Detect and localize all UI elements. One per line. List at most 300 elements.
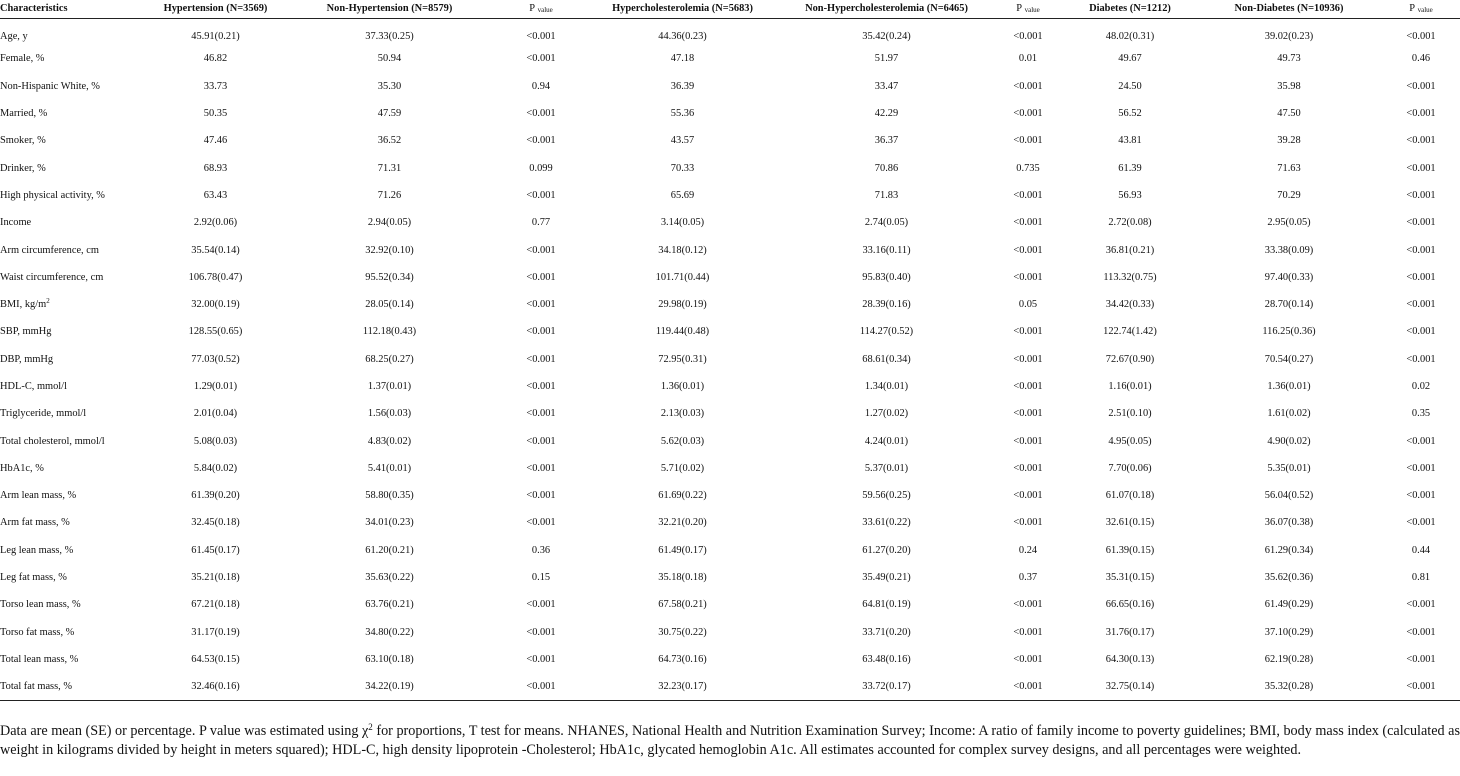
p-value-diabetes-cell: <0.001 — [1406, 435, 1436, 447]
p-value-diabetes-cell: <0.001 — [1406, 490, 1436, 502]
row-label-cell — [0, 427, 150, 454]
hypercholesterolemia-value-cell: 101.71(0.44) — [655, 271, 710, 283]
non-diabetes-value-cell: 35.32(0.28) — [1196, 673, 1382, 700]
row-label: HbA1c, % — [0, 462, 44, 474]
non-hypercholesterolemia-value-cell: 70.86 — [874, 162, 899, 174]
non-hypercholesterolemia-value-cell: 1.34(0.01) — [864, 381, 909, 392]
non-hypercholesterolemia-value-cell: 71.83 — [874, 189, 899, 201]
non-diabetes-value-cell: 2.95(0.05) — [1267, 217, 1311, 229]
table-row — [0, 318, 1460, 345]
row-label-cell — [0, 318, 150, 345]
p-value-hypercholesterolemia-cell: <0.001 — [1013, 517, 1043, 529]
table-row — [0, 591, 1460, 618]
row-label-cell — [0, 591, 150, 618]
non-diabetes-value-cell: 36.07(0.38) — [1264, 517, 1314, 529]
non-hypercholesterolemia-value-cell: 36.37 — [874, 135, 899, 147]
hypercholesterolemia-value-cell: 44.36(0.23) — [658, 30, 707, 42]
p-value-diabetes-cell: <0.001 — [1406, 244, 1436, 256]
hypercholesterolemia-value-cell: 119.44(0.48) — [655, 326, 710, 338]
row-label: Income — [0, 217, 32, 229]
hypercholesterolemia-value-cell: 1.36(0.01) — [660, 381, 705, 392]
row-label: Total lean mass, % — [0, 653, 79, 665]
non-hypercholesterolemia-value-cell: 1.27(0.02) — [864, 408, 909, 420]
row-label: Married, % — [0, 108, 48, 120]
non-hypertension-value-cell: 34.01(0.23) — [365, 517, 414, 529]
diabetes-value-cell: 49.67 — [1118, 53, 1142, 65]
diabetes-value-cell: 56.52 — [1118, 108, 1142, 120]
p-value-hypertension-cell: 0.77 — [531, 217, 551, 229]
p-value-hypertension-cell: <0.001 — [498, 673, 584, 700]
diabetes-value-cell: 61.07(0.18) — [1105, 490, 1155, 502]
hypercholesterolemia-value-cell: 32.23(0.17) — [584, 673, 781, 700]
header-diabetes: Diabetes (N=1212) — [1064, 0, 1196, 18]
p-value-hypertension-cell: <0.001 — [526, 517, 556, 529]
table-row — [0, 154, 1460, 181]
non-hypertension-value-cell: 5.41(0.01) — [367, 462, 412, 474]
hypercholesterolemia-value-cell: 5.62(0.03) — [660, 435, 705, 447]
table-row — [0, 127, 1460, 154]
hypertension-value-cell: 47.46 — [203, 135, 228, 147]
diabetes-value-cell: 61.39(0.15) — [1105, 544, 1155, 556]
p-value-diabetes-cell: <0.001 — [1406, 599, 1436, 611]
p-value-diabetes-cell: <0.001 — [1406, 271, 1436, 283]
hypertension-value-cell: 63.43 — [203, 189, 228, 201]
non-diabetes-value-cell: 39.28 — [1277, 135, 1301, 147]
p-value-hypertension-cell: <0.001 — [526, 435, 556, 447]
non-hypertension-value-cell: 50.94 — [377, 53, 402, 65]
p-value-diabetes-cell: <0.001 — [1406, 80, 1436, 92]
row-label-superscript: 2 — [46, 297, 50, 306]
diabetes-value-cell: 24.50 — [1118, 80, 1142, 92]
hypercholesterolemia-value-cell: 5.71(0.02) — [660, 462, 705, 474]
row-label-cell — [0, 400, 150, 427]
non-hypercholesterolemia-value-cell: 59.56(0.25) — [862, 490, 911, 502]
p-value-hypercholesterolemia-cell: <0.001 — [1013, 381, 1043, 392]
p-subscript: value — [1024, 6, 1040, 15]
p-value-hypercholesterolemia-cell: <0.001 — [1013, 408, 1043, 420]
hypertension-value-cell: 61.39(0.20) — [191, 490, 240, 502]
non-diabetes-value-cell: 39.02(0.23) — [1264, 30, 1314, 42]
row-label: Total fat mass, % — [0, 681, 72, 693]
p-value-hypercholesterolemia-cell: 0.01 — [1018, 53, 1038, 65]
non-hypertension-value-cell: 47.59 — [377, 108, 402, 120]
non-hypertension-value-cell: 71.31 — [377, 162, 402, 174]
p-value-hypertension-cell: <0.001 — [526, 135, 556, 147]
p-value-hypercholesterolemia-cell: <0.001 — [1013, 599, 1043, 611]
table-row — [0, 346, 1460, 373]
hypertension-value-cell: 2.92(0.06) — [193, 217, 238, 229]
table-row — [0, 291, 1460, 318]
non-hypercholesterolemia-value-cell: 33.72(0.17) — [781, 673, 992, 700]
hypertension-value-cell: 68.93 — [203, 162, 228, 174]
row-label: BMI, kg/m — [0, 299, 47, 311]
non-hypertension-value-cell: 37.33(0.25) — [365, 30, 414, 42]
non-hypertension-value-cell: 4.83(0.02) — [367, 435, 412, 447]
p-value-hypercholesterolemia-cell: <0.001 — [1013, 108, 1043, 120]
hypertension-value-cell: 1.29(0.01) — [193, 381, 238, 392]
p-value-diabetes-cell: 0.02 — [1411, 381, 1431, 392]
p-value-diabetes-cell: <0.001 — [1406, 462, 1436, 474]
hypercholesterolemia-value-cell: 34.18(0.12) — [658, 244, 707, 256]
p-value-diabetes-cell: <0.001 — [1406, 517, 1436, 529]
diabetes-value-cell: 31.76(0.17) — [1105, 626, 1155, 638]
p-value-hypercholesterolemia-cell: 0.37 — [1018, 572, 1038, 584]
row-label-cell — [0, 537, 150, 564]
row-label-cell — [0, 455, 150, 482]
p-value-hypertension-cell: <0.001 — [526, 53, 556, 65]
p-letter: P — [529, 3, 535, 15]
hypertension-value-cell: 35.54(0.14) — [191, 244, 240, 256]
non-diabetes-value-cell: 61.29(0.34) — [1264, 544, 1314, 556]
table-row — [0, 209, 1460, 236]
p-value-hypercholesterolemia-cell: 0.05 — [1018, 299, 1038, 311]
non-hypercholesterolemia-value-cell: 114.27(0.52) — [859, 326, 914, 338]
non-hypertension-value-cell: 32.92(0.10) — [365, 244, 414, 256]
p-value-hypertension-cell: <0.001 — [526, 653, 556, 665]
hypercholesterolemia-value-cell: 64.73(0.16) — [658, 653, 707, 665]
p-value-hypertension-cell: <0.001 — [526, 108, 556, 120]
table-header — [0, 0, 1460, 18]
p-value-hypercholesterolemia-cell: <0.001 — [992, 673, 1064, 700]
hypercholesterolemia-value-cell: 61.69(0.22) — [658, 490, 707, 502]
p-value-diabetes-cell: <0.001 — [1406, 299, 1436, 311]
p-value-hypercholesterolemia-cell: <0.001 — [1013, 189, 1043, 201]
table-row — [0, 509, 1460, 536]
hypercholesterolemia-value-cell: 3.14(0.05) — [660, 217, 705, 229]
diabetes-value-cell: 113.32(0.75) — [1103, 271, 1157, 283]
non-hypercholesterolemia-value-cell: 33.61(0.22) — [862, 517, 911, 529]
header-non-diabetes: Non-Diabetes (N=10936) — [1196, 0, 1382, 18]
hypertension-value-cell: 32.45(0.18) — [191, 517, 240, 529]
p-value-hypercholesterolemia-cell: <0.001 — [1013, 490, 1043, 502]
row-label-cell — [0, 209, 150, 236]
row-label: Non-Hispanic White, % — [0, 80, 100, 92]
p-value-hypercholesterolemia-cell: <0.001 — [1013, 626, 1043, 638]
row-label-cell — [0, 291, 150, 318]
diabetes-value-cell: 35.31(0.15) — [1105, 572, 1155, 584]
diabetes-value-cell: 66.65(0.16) — [1105, 599, 1155, 611]
p-value-hypertension-cell: <0.001 — [526, 244, 556, 256]
row-label: Age, y — [0, 30, 28, 42]
hypertension-value-cell: 128.55(0.65) — [188, 326, 243, 338]
row-label-cell — [0, 127, 150, 154]
hypercholesterolemia-value-cell: 72.95(0.31) — [658, 353, 707, 365]
row-label: Drinker, % — [0, 162, 46, 174]
diabetes-value-cell: 7.70(0.06) — [1108, 462, 1152, 474]
hypertension-value-cell: 61.45(0.17) — [191, 544, 240, 556]
footnote-text-1: Data are mean (SE) or percentage. P value was estimated using χ — [0, 723, 369, 740]
diabetes-value-cell: 34.42(0.33) — [1105, 299, 1155, 311]
p-value-hypercholesterolemia-cell: <0.001 — [1013, 326, 1043, 338]
row-label-cell — [0, 509, 150, 536]
row-label-cell — [0, 482, 150, 509]
non-hypercholesterolemia-value-cell: 33.47 — [874, 80, 899, 92]
non-diabetes-value-cell: 56.04(0.52) — [1264, 490, 1314, 502]
p-value-hypercholesterolemia-cell: <0.001 — [1013, 462, 1043, 474]
p-value-hypertension-cell: 0.099 — [529, 162, 553, 174]
hypertension-value-cell: 33.73 — [203, 80, 228, 92]
hypercholesterolemia-value-cell: 30.75(0.22) — [658, 626, 707, 638]
non-diabetes-value-cell: 49.73 — [1277, 53, 1301, 65]
table-body — [0, 18, 1460, 700]
hypercholesterolemia-value-cell: 61.49(0.17) — [658, 544, 707, 556]
hypercholesterolemia-value-cell: 2.13(0.03) — [660, 408, 705, 420]
table-row — [0, 236, 1460, 263]
p-value-diabetes-cell: 0.46 — [1411, 53, 1431, 65]
diabetes-value-cell: 61.39 — [1118, 162, 1142, 174]
hypertension-value-cell: 5.84(0.02) — [193, 462, 238, 474]
p-value-hypertension-cell: <0.001 — [526, 626, 556, 638]
header-p-value-hypertension — [498, 0, 584, 18]
p-value-hypertension-cell: <0.001 — [526, 353, 556, 365]
row-label-cell — [0, 100, 150, 127]
row-label: Torso lean mass, % — [0, 599, 81, 611]
non-diabetes-value-cell: 37.10(0.29) — [1264, 626, 1314, 638]
row-label-cell — [0, 182, 150, 209]
non-diabetes-value-cell: 4.90(0.02) — [1267, 435, 1311, 447]
row-label: DBP, mmHg — [0, 353, 54, 365]
row-label-cell — [0, 564, 150, 591]
header-row — [0, 0, 1460, 18]
diabetes-value-cell: 2.51(0.10) — [1108, 408, 1152, 420]
p-value-hypercholesterolemia-cell: <0.001 — [1013, 135, 1043, 147]
diabetes-value-cell: 48.02(0.31) — [1105, 30, 1155, 42]
diabetes-value-cell: 32.75(0.14) — [1064, 673, 1196, 700]
p-value-diabetes-cell: 0.35 — [1411, 408, 1431, 420]
table-row — [0, 455, 1460, 482]
non-hypercholesterolemia-value-cell: 35.42(0.24) — [862, 30, 911, 42]
row-label-cell — [0, 264, 150, 291]
p-value-hypercholesterolemia-cell: <0.001 — [1013, 435, 1043, 447]
table-row — [0, 73, 1460, 100]
non-diabetes-value-cell: 33.38(0.09) — [1264, 244, 1314, 256]
hypertension-value-cell: 5.08(0.03) — [193, 435, 238, 447]
row-label: Torso fat mass, % — [0, 626, 75, 638]
p-value-hypercholesterolemia-cell: <0.001 — [1013, 217, 1043, 229]
row-label-cell — [0, 73, 150, 100]
p-value-diabetes-cell: 0.81 — [1411, 572, 1431, 584]
p-letter: P — [1409, 3, 1415, 15]
non-hypertension-value-cell: 36.52 — [377, 135, 402, 147]
table-row — [0, 264, 1460, 291]
non-diabetes-value-cell: 35.98 — [1277, 80, 1301, 92]
non-hypertension-value-cell: 34.22(0.19) — [281, 673, 498, 700]
non-hypertension-value-cell: 61.20(0.21) — [365, 544, 414, 556]
p-value-diabetes-cell: <0.001 — [1406, 162, 1436, 174]
p-value-diabetes-cell: <0.001 — [1406, 108, 1436, 120]
table-row — [0, 646, 1460, 673]
header-p-value-diabetes — [1382, 0, 1460, 18]
non-hypercholesterolemia-value-cell: 51.97 — [874, 53, 899, 65]
row-label: Smoker, % — [0, 135, 46, 147]
p-value-diabetes-cell: <0.001 — [1406, 326, 1436, 338]
p-value-diabetes-cell: <0.001 — [1406, 135, 1436, 147]
non-hypercholesterolemia-value-cell: 2.74(0.05) — [864, 217, 909, 229]
diabetes-value-cell: 4.95(0.05) — [1108, 435, 1152, 447]
p-value-hypercholesterolemia-cell: <0.001 — [1013, 653, 1043, 665]
non-diabetes-value-cell: 70.29 — [1277, 189, 1301, 201]
hypercholesterolemia-value-cell: 29.98(0.19) — [658, 299, 707, 311]
non-hypercholesterolemia-value-cell: 68.61(0.34) — [862, 353, 911, 365]
p-value-hypertension-cell: 0.36 — [531, 544, 551, 556]
non-hypercholesterolemia-value-cell: 5.37(0.01) — [864, 462, 909, 474]
table-row — [0, 619, 1460, 646]
row-label-cell — [0, 45, 150, 72]
non-hypercholesterolemia-value-cell: 95.83(0.40) — [862, 271, 911, 283]
p-subscript: value — [1417, 6, 1433, 15]
hypertension-value-cell: 2.01(0.04) — [193, 408, 238, 420]
hypercholesterolemia-value-cell: 65.69 — [670, 189, 695, 201]
non-diabetes-value-cell: 70.54(0.27) — [1264, 353, 1314, 365]
hypercholesterolemia-value-cell: 36.39 — [670, 80, 695, 92]
hypertension-value-cell: 67.21(0.18) — [191, 599, 240, 611]
non-hypercholesterolemia-value-cell: 61.27(0.20) — [862, 544, 911, 556]
p-value-hypertension-cell: <0.001 — [526, 599, 556, 611]
non-diabetes-value-cell: 97.40(0.33) — [1264, 271, 1314, 283]
row-label-cell — [0, 154, 150, 181]
p-value-diabetes-cell: <0.001 — [1406, 217, 1436, 229]
p-value-diabetes-cell: <0.001 — [1406, 626, 1436, 638]
p-value-hypertension-cell: <0.001 — [526, 462, 556, 474]
header-non-hypercholesterolemia: Non-Hypercholesterolemia (N=6465) — [781, 0, 992, 18]
table-row — [0, 564, 1460, 591]
table-row — [0, 100, 1460, 127]
footnote-superscript: 2 — [368, 722, 373, 733]
row-label: HDL-C, mmol/l — [0, 381, 67, 392]
header-non-hypertension: Non-Hypertension (N=8579) — [281, 0, 498, 18]
hypercholesterolemia-value-cell: 67.58(0.21) — [658, 599, 707, 611]
table-footnote — [0, 722, 1460, 760]
non-hypertension-value-cell: 35.30 — [377, 80, 402, 92]
non-hypercholesterolemia-value-cell: 63.48(0.16) — [862, 653, 911, 665]
non-diabetes-value-cell: 1.36(0.01) — [1267, 381, 1311, 392]
hypertension-value-cell: 35.21(0.18) — [191, 572, 240, 584]
hypertension-value-cell: 45.91(0.21) — [191, 30, 240, 42]
hypertension-value-cell: 32.46(0.16) — [150, 673, 281, 700]
p-value-hypertension-cell: <0.001 — [526, 271, 556, 283]
p-value-hypertension-cell: 0.15 — [531, 572, 551, 584]
row-label-cell — [0, 346, 150, 373]
diabetes-value-cell: 43.81 — [1118, 135, 1142, 147]
p-value-hypertension-cell: <0.001 — [526, 30, 556, 42]
footnote-text-2: for proportions, T test for means. NHANES, National Health and Nutrition Examination Survey; Income: A ratio of family income to poverty guidelines; BMI, body mass index (calculated as weight in kilograms divided by height in meters squared); HDL-C, high density lipoprotein -Cholesterol; HbA1c, glycated hemoglobin A1c. All estimates accounted for complex survey designs, and all percentages were weighted. — [0, 723, 1460, 759]
diabetes-value-cell: 2.72(0.08) — [1108, 217, 1152, 229]
non-hypertension-value-cell: 35.63(0.22) — [365, 572, 414, 584]
p-value-hypercholesterolemia-cell: 0.735 — [1016, 162, 1040, 174]
table-row — [0, 482, 1460, 509]
non-hypercholesterolemia-value-cell: 28.39(0.16) — [862, 299, 911, 311]
table-row — [0, 400, 1460, 427]
non-hypercholesterolemia-value-cell: 64.81(0.19) — [862, 599, 911, 611]
header-hypertension: Hypertension (N=3569) — [150, 0, 281, 18]
row-label: Arm lean mass, % — [0, 490, 77, 502]
hypercholesterolemia-value-cell: 55.36 — [670, 108, 695, 120]
table-row — [0, 427, 1460, 454]
table-row — [0, 18, 1460, 45]
non-hypercholesterolemia-value-cell: 33.16(0.11) — [862, 244, 911, 256]
row-label-cell — [0, 373, 150, 400]
row-label: High physical activity, % — [0, 189, 105, 201]
row-label: Arm circumference, cm — [0, 244, 99, 256]
hypercholesterolemia-value-cell: 47.18 — [670, 53, 695, 65]
non-diabetes-value-cell: 62.19(0.28) — [1264, 653, 1314, 665]
p-value-diabetes-cell: <0.001 — [1406, 30, 1436, 42]
p-value-diabetes-cell: <0.001 — [1406, 353, 1436, 365]
non-hypercholesterolemia-value-cell: 35.49(0.21) — [862, 572, 911, 584]
row-label: SBP, mmHg — [0, 326, 52, 338]
diabetes-value-cell: 1.16(0.01) — [1108, 381, 1152, 392]
p-value-hypertension-cell: <0.001 — [526, 326, 556, 338]
non-diabetes-value-cell: 5.35(0.01) — [1267, 462, 1311, 474]
p-value-hypertension-cell: <0.001 — [526, 490, 556, 502]
p-value-hypercholesterolemia-cell: <0.001 — [1013, 30, 1043, 42]
header-characteristics: Characteristics — [0, 0, 150, 18]
p-value-hypertension-cell: <0.001 — [526, 189, 556, 201]
hypertension-value-cell: 50.35 — [203, 108, 228, 120]
p-value-diabetes-cell: 0.44 — [1411, 544, 1431, 556]
hypertension-value-cell: 64.53(0.15) — [191, 653, 240, 665]
row-label: Leg lean mass, % — [0, 544, 74, 556]
row-label-cell — [0, 236, 150, 263]
hypertension-value-cell: 31.17(0.19) — [191, 626, 240, 638]
non-hypertension-value-cell: 63.10(0.18) — [365, 653, 414, 665]
non-diabetes-value-cell: 28.70(0.14) — [1264, 299, 1314, 311]
p-value-hypertension-cell: <0.001 — [526, 381, 556, 392]
table-row — [0, 537, 1460, 564]
diabetes-value-cell: 72.67(0.90) — [1105, 353, 1155, 365]
non-diabetes-value-cell: 47.50 — [1277, 108, 1301, 120]
p-value-hypercholesterolemia-cell: <0.001 — [1013, 244, 1043, 256]
header-hypercholesterolemia: Hypercholesterolemia (N=5683) — [584, 0, 781, 18]
hypertension-value-cell: 77.03(0.52) — [191, 353, 240, 365]
non-hypertension-value-cell: 28.05(0.14) — [365, 299, 414, 311]
hypertension-value-cell: 106.78(0.47) — [188, 271, 243, 283]
non-diabetes-value-cell: 116.25(0.36) — [1262, 326, 1316, 338]
non-hypertension-value-cell: 34.80(0.22) — [365, 626, 414, 638]
table-row — [0, 45, 1460, 72]
p-value-hypercholesterolemia-cell: 0.24 — [1018, 544, 1038, 556]
non-diabetes-value-cell: 61.49(0.29) — [1264, 599, 1314, 611]
row-label-cell — [0, 619, 150, 646]
table-row — [0, 182, 1460, 209]
non-hypertension-value-cell: 2.94(0.05) — [367, 217, 412, 229]
row-label-cell — [0, 646, 150, 673]
non-hypertension-value-cell: 95.52(0.34) — [365, 271, 414, 283]
p-value-hypercholesterolemia-cell: <0.001 — [1013, 271, 1043, 283]
p-value-hypercholesterolemia-cell: <0.001 — [1013, 353, 1043, 365]
non-hypertension-value-cell: 68.25(0.27) — [365, 353, 414, 365]
diabetes-value-cell: 64.30(0.13) — [1105, 653, 1155, 665]
non-diabetes-value-cell: 35.62(0.36) — [1264, 572, 1314, 584]
p-value-diabetes-cell: <0.001 — [1406, 653, 1436, 665]
non-hypertension-value-cell: 71.26 — [377, 189, 402, 201]
non-hypercholesterolemia-value-cell: 4.24(0.01) — [864, 435, 909, 447]
header-p-value-hypercholesterolemia — [992, 0, 1064, 18]
p-value-hypertension-cell: 0.94 — [531, 80, 551, 92]
table-row — [0, 673, 1460, 700]
hypertension-value-cell: 32.00(0.19) — [191, 299, 240, 311]
non-hypertension-value-cell: 58.80(0.35) — [365, 490, 414, 502]
p-subscript: value — [537, 6, 553, 15]
non-hypercholesterolemia-value-cell: 42.29 — [874, 108, 899, 120]
diabetes-value-cell: 32.61(0.15) — [1105, 517, 1155, 529]
row-label: Female, % — [0, 53, 45, 65]
non-hypertension-value-cell: 1.56(0.03) — [367, 408, 412, 420]
non-diabetes-value-cell: 71.63 — [1277, 162, 1301, 174]
p-value-diabetes-cell: <0.001 — [1382, 673, 1460, 700]
hypertension-value-cell: 46.82 — [203, 53, 228, 65]
row-label: Waist circumference, cm — [0, 271, 104, 283]
